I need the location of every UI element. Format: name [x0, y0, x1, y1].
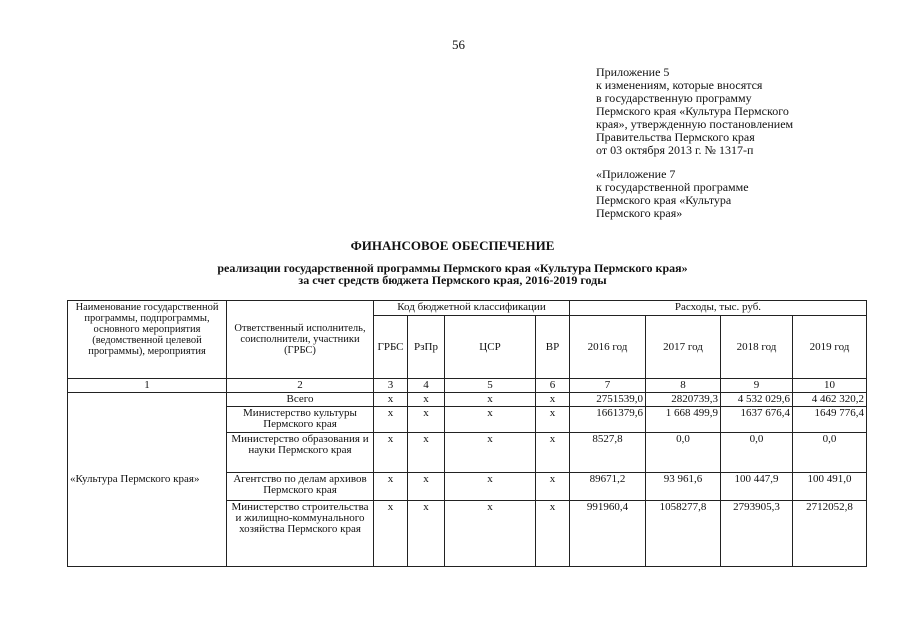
appendix-5-line: Правительства Пермского края [596, 130, 755, 144]
csr-cell: х [445, 393, 536, 407]
amount-2017-cell: 93 961,6 [646, 473, 721, 501]
csr-cell: х [445, 501, 536, 567]
document-subtitle-period: за счет средств бюджета Пермского края, 2016-2019 годы [298, 273, 607, 287]
header-executor: Ответственный исполнитель, соисполнители, участники (ГРБС) [227, 301, 374, 379]
amount-2018-cell: 2793905,3 [721, 501, 793, 567]
appendix-7-line: Пермского края «Культура [596, 193, 732, 207]
csr-cell: х [445, 473, 536, 501]
amount-2019-cell: 2712052,8 [793, 501, 867, 567]
column-number: 1 [68, 379, 227, 393]
amount-2016-cell: 89671,2 [570, 473, 646, 501]
rzpr-cell: х [408, 501, 445, 567]
amount-2016-cell: 1661379,6 [570, 407, 646, 433]
amount-2019-cell: 1649 776,4 [793, 407, 867, 433]
appendix-5-line: от 03 октября 2013 г. № 1317-п [596, 143, 754, 157]
header-program-name: Наименование государственной программы, подпрограммы, основного мероприятия (ведомственной целевой программы), мероприятия [68, 301, 227, 379]
appendix-7-line: «Приложение 7 [596, 167, 676, 181]
header-2016: 2016 год [570, 316, 646, 379]
vr-cell: х [536, 473, 570, 501]
amount-2018-cell: 4 532 029,6 [721, 393, 793, 407]
page-number: 56 [452, 37, 465, 52]
appendix-5-line: в государственную программу [596, 91, 752, 105]
executor-cell: Министерство строительства и жилищно-коммунального хозяйства Пермского края [227, 501, 374, 567]
appendix-7-note [596, 168, 749, 220]
executor-cell: Министерство образования и науки Пермского края [227, 433, 374, 473]
amount-2017-cell: 2820739,3 [646, 393, 721, 407]
appendix-5-line: края», утвержденную постановлением [596, 117, 794, 131]
document-subtitle: реализации государственной программы Пермского края «Культура Пермского края» [217, 261, 688, 275]
amount-2018-cell: 1637 676,4 [721, 407, 793, 433]
financing-table [67, 300, 867, 567]
amount-2016-cell: 991960,4 [570, 501, 646, 567]
executor-cell: Министерство культуры Пермского края [227, 407, 374, 433]
amount-2019-cell: 100 491,0 [793, 473, 867, 501]
column-number: 9 [721, 379, 793, 393]
column-number: 2 [227, 379, 374, 393]
rzpr-cell: х [408, 433, 445, 473]
table-row [68, 393, 867, 407]
grbs-cell: х [374, 433, 408, 473]
column-number: 6 [536, 379, 570, 393]
column-number: 7 [570, 379, 646, 393]
header-2017: 2017 год [646, 316, 721, 379]
appendix-5-line: Приложение 5 [596, 65, 670, 79]
header-vr: ВР [536, 316, 570, 379]
amount-2017-cell: 1 668 499,9 [646, 407, 721, 433]
header-2019: 2019 год [793, 316, 867, 379]
header-grbs: ГРБС [374, 316, 408, 379]
amount-2017-cell: 0,0 [646, 433, 721, 473]
executor-cell: Всего [227, 393, 374, 407]
grbs-cell: х [374, 473, 408, 501]
header-csr: ЦСР [445, 316, 536, 379]
grbs-cell: х [374, 501, 408, 567]
rzpr-cell: х [408, 407, 445, 433]
appendix-5-line: к изменениям, которые вносятся [596, 78, 763, 92]
column-number: 4 [408, 379, 445, 393]
column-number: 10 [793, 379, 867, 393]
csr-cell: х [445, 407, 536, 433]
rzpr-cell: х [408, 393, 445, 407]
column-number: 3 [374, 379, 408, 393]
column-number: 8 [646, 379, 721, 393]
grbs-cell: х [374, 393, 408, 407]
vr-cell: х [536, 407, 570, 433]
executor-cell: Агентство по делам архивов Пермского края [227, 473, 374, 501]
amount-2018-cell: 0,0 [721, 433, 793, 473]
appendix-7-line: Пермского края» [596, 206, 683, 220]
column-number: 5 [445, 379, 536, 393]
amount-2016-cell: 8527,8 [570, 433, 646, 473]
vr-cell: х [536, 393, 570, 407]
header-2018: 2018 год [721, 316, 793, 379]
appendix-7-line: к государственной программе [596, 180, 749, 194]
document-title: ФИНАНСОВОЕ ОБЕСПЕЧЕНИЕ [350, 238, 555, 253]
program-name-cell: «Культура Пермского края» [68, 393, 227, 567]
header-rzpr: РзПр [408, 316, 445, 379]
header-budget-code: Код бюджетной классификации [374, 301, 570, 316]
amount-2019-cell: 0,0 [793, 433, 867, 473]
amount-2016-cell: 2751539,0 [570, 393, 646, 407]
appendix-5-line: Пермского края «Культура Пермского [596, 104, 789, 118]
vr-cell: х [536, 433, 570, 473]
csr-cell: х [445, 433, 536, 473]
rzpr-cell: х [408, 473, 445, 501]
amount-2017-cell: 1058277,8 [646, 501, 721, 567]
header-expenses: Расходы, тыс. руб. [570, 301, 867, 316]
vr-cell: х [536, 501, 570, 567]
grbs-cell: х [374, 407, 408, 433]
amount-2018-cell: 100 447,9 [721, 473, 793, 501]
amount-2019-cell: 4 462 320,2 [793, 393, 867, 407]
appendix-5-note [596, 66, 793, 157]
